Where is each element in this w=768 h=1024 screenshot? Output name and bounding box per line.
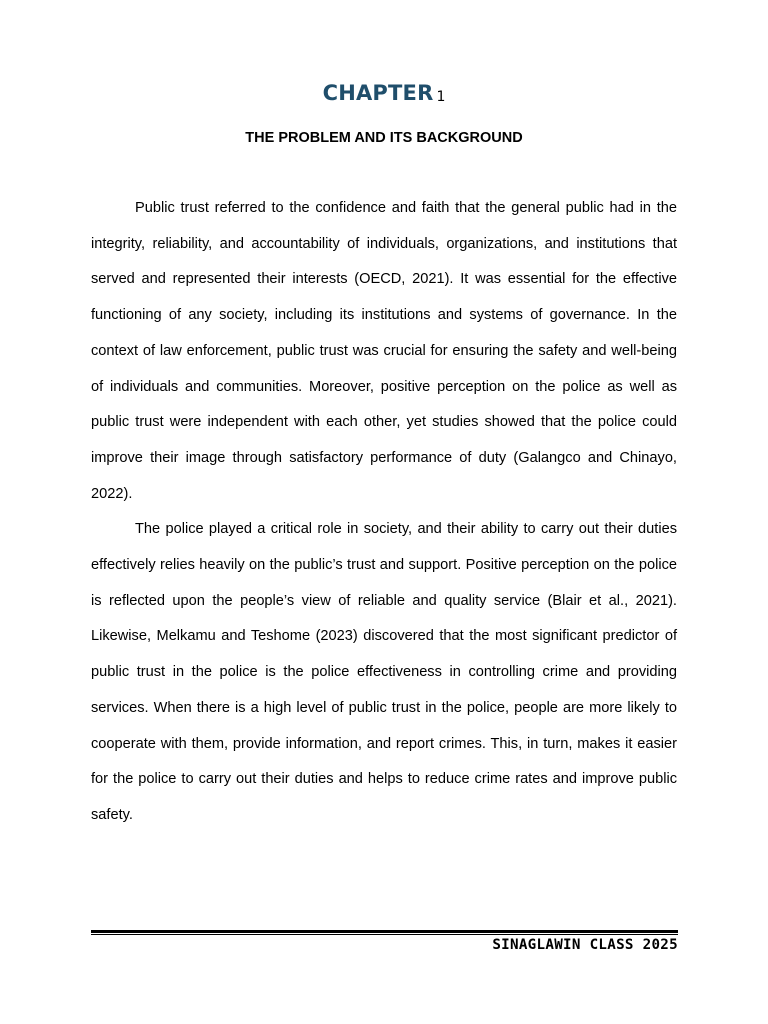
paragraph: The police played a critical role in society, and their ability to carry out their duties effectively relies heavily on the public’s trust and support. Positive perception on the police is reflected upon the people’s view of reliable and quality service (Blair et al., 2021). Likewise, Melkamu and Teshome (2023) discovered that the most significant predictor of public trust in the police is the police effectiveness in controlling crime and providing services. When there is a high level of public trust in the police, people are more likely to cooperate with them, provide information, and report crimes. This, in turn, makes it easier for the police to carry out their duties and helps to reduce crime rates and improve public safety. bbox=[91, 521, 677, 823]
body-text bbox=[91, 191, 677, 834]
chapter-label: CHAPTER bbox=[322, 81, 434, 105]
chapter-heading bbox=[0, 78, 768, 111]
section-title: THE PROBLEM AND ITS BACKGROUND bbox=[245, 130, 523, 146]
chapter-number: 1 bbox=[436, 89, 446, 105]
paragraph: Public trust referred to the confidence and faith that the general public had in the integrity, reliability, and accountability of individuals, organizations, and institutions that served and represented their interests (OECD, 2021). It was essential for the effective functioning of any society, including its institutions and systems of governance. In the context of law enforcement, public trust was crucial for ensuring the safety and well-being of individuals and communities. Moreover, positive perception on the police as well as public trust were independent with each other, yet studies showed that the police could improve their image through satisfactory performance of duty (Galangco and Chinayo, 2022). bbox=[91, 200, 677, 502]
footer-class-label: SINAGLAWIN CLASS 2025 bbox=[492, 937, 678, 953]
